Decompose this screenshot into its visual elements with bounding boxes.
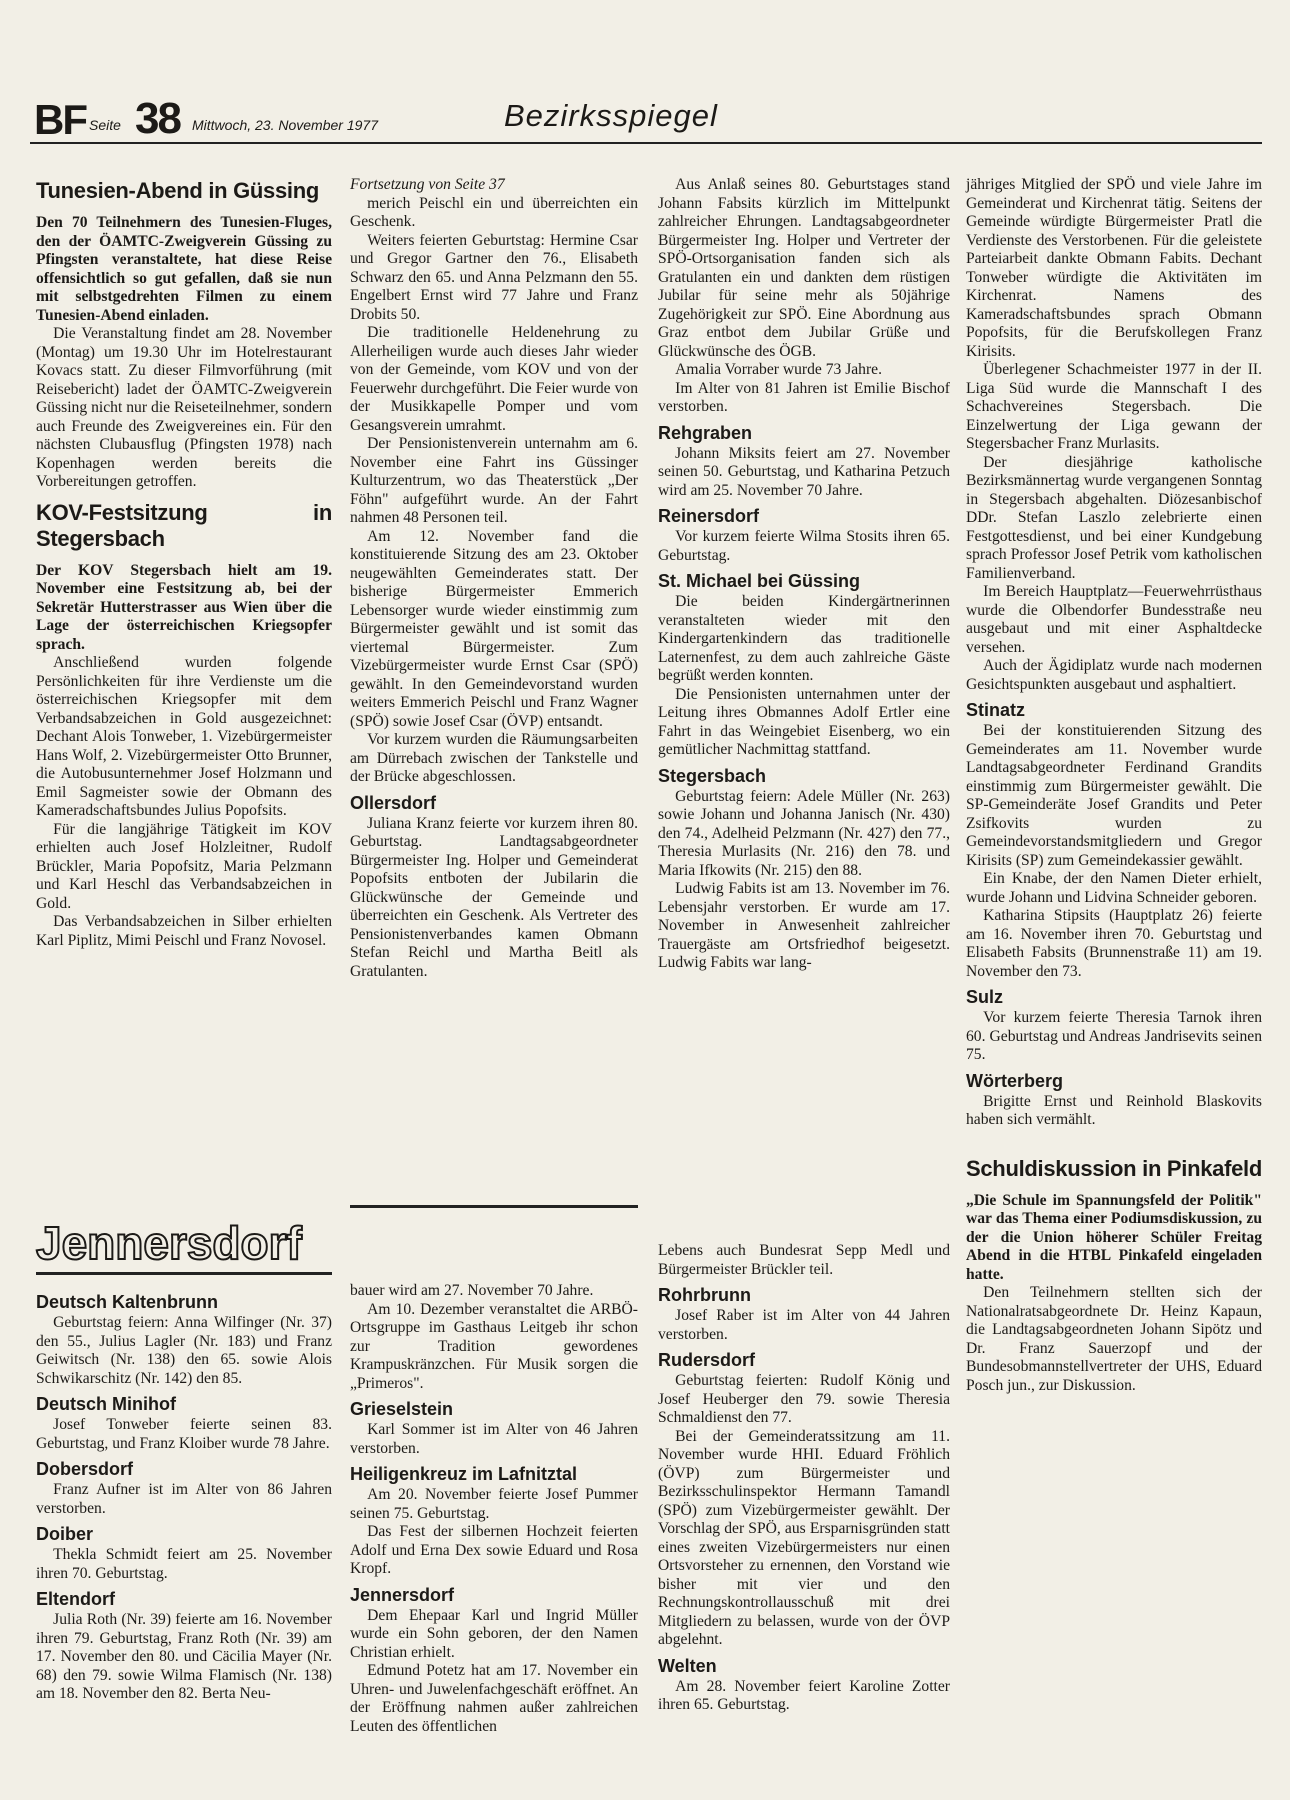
place-heading: Sulz [966, 987, 1004, 1007]
article-paragraph: Im Bereich Hauptplatz—Feuerwehrrüsthaus wurde die Olbendorfer Bundesstraße neu ausgebaut und mit einer Asphaltdecke versehen. [966, 583, 1262, 656]
article-paragraph: Aus Anlaß seines 80. Geburtstages stand Johann Fabsits kürzlich im Mittelpunkt zahlreicher Ehrungen. Landtagsabgeordneter Bürgermeister Ing. Holper und Vertreter der SPÖ-Ortsorganisation fanden sich als Gratulanten ein und dankten dem rüstigen Jubilar für seine mehr als 50jährige Zugehörigkeit zur SPÖ. Eine Abordnung aus Graz entbot dem Jubilar Grüße und Glückwünsche des ÖGB. [658, 176, 950, 360]
place-heading: Grieselstein [350, 1399, 454, 1419]
place-heading: Rudersdorf [658, 1350, 756, 1370]
article-paragraph: Den Teilnehmern stellten sich der Nationalratsabgeordnete Dr. Heinz Kapaun, die Landtagsabgeordneten Johann Sipötz und Dr. Franz Sauerzopf und der Bundesobmannstellvertreter der UHS, Eduard Posch jun., zur Diskussion. [966, 1284, 1262, 1394]
article-paragraph: Anschließend wurden folgende Persönlichkeiten für ihre Verdienste um die österreichischen Kriegsopfer mit dem Verbandsabzeichen in Gold ausgezeichnet: Dechant Alois Tonweber, 1. Vizebürgermeister Hans Wolf, 2. Vizebürgermeister Otto Brunner, die Autobusunternehmer Josef Holzmann und Emil Sagmeister sowie der Obmann des Kameradschaftsbundes Julius Popofsits. [36, 654, 332, 819]
article-paragraph: bauer wird am 27. November 70 Jahre. [350, 1282, 594, 1299]
place-heading: Rohrbrunn [658, 1285, 751, 1305]
article-paragraph: Der Pensionistenverein unternahm am 6. November eine Fahrt ins Güssinger Kulturzentrum, wo das Theaterstück „Der Föhn" aufgeführt wurde. An der Fahrt nahmen 48 Personen teil. [350, 435, 638, 526]
article-paragraph: Ein Knabe, der den Namen Dieter erhielt, wurde Johann und Lidvina Schneider geboren. [966, 870, 1262, 906]
section-rule [36, 1272, 332, 1275]
article-paragraph: Die Pensionisten unternahmen unter der Leitung ihres Obmannes Adolf Ertler eine Fahrt in das Weingebiet Eisenberg, wo ein gemütlicher Nachmittag stattfand. [658, 685, 950, 758]
article-paragraph: Geburtstag feiern: Adele Müller (Nr. 263) sowie Johann und Johanna Janisch (Nr. 430) den 74., Adelheid Pelzmann (Nr. 427) den 77., Theresia Murlasits (Nr. 216) den 78. und Maria Ifkowits (Nr. 215) den 88. [658, 787, 950, 879]
article-paragraph: jähriges Mitglied der SPÖ und viele Jahre im Gemeinderat und Kirchenrat tätig. Seitens der Gemeinde würdigte Bürgermeister Pratl die Verdienste des Verstorbenen. Für die geleistete Parteiarbeit dankte Obmann Fabits. Dechant Tonweber würdigte die Aktivitäten im Kirchenrat. Namens des Kameradschaftsbundes sprach Obmann Popofsits, für die Berufskollegen Franz Kirisits. [966, 176, 1262, 360]
article-paragraph: Im Alter von 81 Jahren ist Emilie Bischof verstorben. [658, 379, 950, 415]
page-header [34, 92, 1264, 142]
article-paragraph: Julia Roth (Nr. 39) feierte am 16. November ihren 79. Geburtstag, Franz Roth (Nr. 39) am 17. November den 80. und Cäcilia Mayer (Nr. 68) den 79. sowie Wilma Flamisch (Nr. 138) am 18. November den 82. Berta Neu- [36, 1611, 332, 1702]
article-paragraph: Karl Sommer ist im Alter von 46 Jahren verstorben. [350, 1421, 638, 1457]
column-4 [966, 176, 1262, 1395]
column-2 [350, 176, 638, 981]
article-paragraph: merich Peischl ein und überreichten ein Geschenk. [350, 194, 638, 230]
place-heading: Eltendorf [36, 1589, 115, 1609]
article-paragraph: Geburtstag feierten: Rudolf König und Josef Heuberger den 79. sowie Theresia Schmaldienst den 77. [658, 1372, 950, 1426]
place-heading: St. Michael bei Güssing [658, 571, 861, 591]
place-heading: Dobersdorf [36, 1459, 134, 1479]
article-paragraph: Die traditionelle Heldenehrung zu Allerheiligen wurde auch dieses Jahr wieder von der Gemeinde, vom KOV und von der Feuerwehr durchgeführt. Die Feier wurde von der Musikkapelle Pomper und vom Gesangsverein umrahmt. [350, 324, 638, 434]
article-paragraph: Josef Raber ist im Alter von 44 Jahren verstorben. [658, 1307, 950, 1343]
article-paragraph: Lebens auch Bundesrat Sepp Medl und Bürgermeister Brückler teil. [658, 1242, 950, 1278]
section-rule [350, 1205, 638, 1208]
article-paragraph: Katharina Stipsits (Hauptplatz 26) feierte am 16. November ihren 70. Geburtstag und Elisabeth Fabsits (Brunnenstraße 11) am 19. November den 73. [966, 907, 1262, 980]
place-heading: Deutsch Kaltenbrunn [36, 1292, 219, 1312]
article-paragraph: Franz Aufner ist im Alter von 86 Jahren verstorben. [36, 1481, 332, 1517]
article-paragraph: Vor kurzem feierte Theresia Tarnok ihren 60. Geburtstag und Andreas Jandrisevits seinen 75. [966, 1009, 1262, 1063]
headline-kov: KOV-Festsitzung in Stegersbach [36, 499, 332, 551]
headline-schuldiskussion: Schuldiskussion in Pinkafeld [966, 1155, 1263, 1181]
continuation-note: Fortsetzung von Seite 37 [350, 176, 505, 193]
place-heading: Stegersbach [658, 765, 767, 786]
article-paragraph: Weiters feierten Geburtstag: Hermine Csar und Gregor Gartner den 76., Elisabeth Schwarz den 65. und Anna Pelzmann den 55. Engelbert Ernst wird 77 Jahre und Franz Drobits 50. [350, 231, 638, 323]
article-paragraph: Amalia Vorraber wurde 73 Jahre. [675, 361, 882, 378]
place-heading: Wörterberg [966, 1070, 1064, 1091]
article-paragraph: Das Fest der silbernen Hochzeit feierten Adolf und Erna Dex sowie Eduard und Rosa Kropf. [350, 1523, 638, 1577]
page-number: 38 [135, 94, 180, 143]
article-paragraph: Am 28. November feiert Karoline Zotter ihren 65. Geburtstag. [658, 1677, 950, 1713]
article-paragraph: Johann Miksits feiert am 27. November seinen 50. Geburtstag, und Katharina Petzuch wird am 25. November 70 Jahre. [658, 444, 950, 499]
jennersdorf-column-2 [350, 1282, 638, 1736]
lead-paragraph: „Die Schule im Spannungsfeld der Politik" war das Thema einer Podiumsdiskussion, zu der die Union höherer Schüler Freitag Abend in die HTBL Pinkafeld eingeladen hatte. [966, 1191, 1262, 1283]
jennersdorf-column-3 [658, 1242, 950, 1715]
column-1 [36, 176, 332, 950]
article-paragraph: Überlegener Schachmeister 1977 in der II. Liga Süd wurde die Mannschaft I des Schachvereines Stegersbach. Die Einzelwertung der Liga gewann der Stegersbacher Franz Murlasits. [966, 361, 1262, 452]
lead-paragraph: Der KOV Stegersbach hielt am 19. November eine Festsitzung ab, bei der Sekretär Hutterstrasser aus Wien über die Lage der österreichischen Kriegsopfer sprach. [36, 561, 332, 653]
article-paragraph: Vor kurzem wurden die Räumungsarbeiten am Dürrebach zwischen der Tankstelle und der Brücke abgeschlossen. [350, 731, 638, 785]
article-paragraph: Juliana Kranz feierte vor kurzem ihren 80. Geburtstag. Landtagsabgeordneter Bürgermeister Ing. Holper und Gemeinderat Popofsits entboten der Jubilarin die Glückwünsche der Gemeinde und überreichten ein Geschenk. Als Vertreter des Pensionistenverbandes kamen Obmann Stefan Reichl und Martha Beitl als Gratulanten. [350, 814, 638, 980]
article-paragraph: Am 20. November feierte Josef Pummer seinen 75. Geburtstag. [350, 1486, 638, 1522]
place-heading: Rehgraben [658, 422, 753, 443]
headline-tunesien: Tunesien-Abend in Güssing [36, 178, 319, 203]
newspaper-brand: BF [34, 96, 86, 143]
page-label: Seite [89, 117, 121, 133]
article-paragraph: Dem Ehepaar Karl und Ingrid Müller wurde ein Sohn geboren, der den Namen Christian erhielt. [350, 1606, 638, 1661]
article-paragraph: Ludwig Fabits ist am 13. November im 76. Lebensjahr verstorben. Er wurde am 17. November in Anwesenheit zahlreicher Trauergäste am Ortsfriedhof beigesetzt. Ludwig Fabits war lang- [658, 880, 950, 971]
article-paragraph: Das Verbandsabzeichen in Silber erhielten Karl Piplitz, Mimi Peischl und Franz Novosel. [36, 913, 332, 949]
article-paragraph: Für die langjährige Tätigkeit im KOV erhielten auch Josef Holzleitner, Rudolf Brückler, Maria Popofsitz, Maria Pelzmann und Karl Heschl das Verbandsabzeichen in Gold. [36, 820, 332, 912]
article-paragraph: Brigitte Ernst und Reinhold Blaskovits haben sich vermählt. [966, 1092, 1262, 1128]
article-paragraph: Die beiden Kindergärtnerinnen veranstalteten wieder mit den Kindergartenkindern das traditionelle Laternenfest, zu dem auch zahlreiche Gäste begrüßt werden konnten. [658, 593, 950, 684]
column-3 [658, 176, 950, 973]
place-heading: Welten [658, 1655, 717, 1676]
lead-paragraph: Den 70 Teilnehmern des Tunesien-Fluges, den der ÖAMTC-Zweigverein Güssing zu Pfingsten veranstaltete, hat diese Reise offensichtlich so gut gefallen, daß sie nun mit selbstgedrehten Filmen zu einem Tunesien-Abend einladen. [36, 214, 332, 324]
place-heading: Reinersdorf [658, 506, 760, 526]
article-paragraph: Die Veranstaltung findet am 28. November (Montag) um 19.30 Uhr im Hotelrestaurant Kovacs statt. Zu dieser Filmvorführung (mit Reisebericht) ladet der ÖAMTC-Zweigverein Güssing nicht nur die Reiseteilnehmer, sondern auch Freunde des Zweigvereines ein. Für den nächsten Clubausflug (Pfingsten 1978) nach Kopenhagen werden bereits die Vorbereitungen getroffen. [36, 325, 332, 490]
place-heading: Doiber [36, 1524, 94, 1544]
place-heading: Stinatz [966, 700, 1026, 720]
district-banner: Jennersdorf [36, 1217, 302, 1269]
header-rule [30, 142, 1262, 144]
article-paragraph: Der diesjährige katholische Bezirksmännertag wurde vergangenen Sonntag in Stegersbach abgehalten. Diözesanbischof DDr. Stefan Laszlo zelebrierte einen Festgottesdienst, und bei einer Kundgebung sprach Professor Josef Petrik vom katholischen Familienverband. [966, 453, 1262, 582]
article-paragraph: Thekla Schmidt feiert am 25. November ihren 70. Geburtstag. [36, 1546, 332, 1582]
issue-date: Mittwoch, 23. November 1977 [192, 117, 378, 133]
jennersdorf-column-1 [36, 1286, 332, 1704]
article-paragraph: Am 12. November fand die konstituierende Sitzung des am 23. Oktober neugewählten Gemeinderates statt. Der bisherige Bürgermeister Emmerich Lebensorger wurde wieder einstimmig zum Bürgermeister gewählt und ist somit das viertemal Bürgermeister. Zum Vizebürgermeister wurde Ernst Csar (SPÖ) gewählt. In den Gemeindevorstand wurden weiters Emmerich Peischl und Franz Wagner (SPÖ) sowie Josef Csar (ÖVP) entsandt. [350, 527, 638, 730]
article-paragraph: Bei der Gemeinderatssitzung am 11. November wurde HHI. Eduard Fröhlich (ÖVP) zum Bürgermeister und Bezirksschulinspektor Hermann Tamandl (SPÖ) zum Vizebürgermeister gewählt. Der Vorschlag der SPÖ, aus Ersparnisgründen statt eines zweiten Vizebürgermeisters nur einen Ortsvorsteher zu ernennen, den Vorstand wie bisher mit vier und den Rechnungskontrollausschuß mit drei Mitgliedern zu belassen, wurde von der ÖVP abgelehnt. [658, 1427, 950, 1648]
place-heading: Heiligenkreuz im Lafnitztal [350, 1464, 578, 1484]
article-paragraph: Edmund Potetz hat am 17. November ein Uhren- und Juwelenfachgeschäft eröffnet. An der Eröffnung nahmen außer zahlreichen Leuten des öffentlichen [350, 1662, 638, 1735]
place-heading: Deutsch Minihof [36, 1394, 176, 1414]
article-paragraph: Vor kurzem feierte Wilma Stosits ihren 65. Geburtstag. [658, 528, 950, 564]
place-heading: Jennersdorf [350, 1584, 455, 1605]
article-paragraph: Bei der konstituierenden Sitzung des Gemeinderates am 11. November wurde Landtagsabgeordneter Ferdinand Grandits einstimmig zum Bürgermeister gewählt. Die SP-Gemeinderäte Josef Grandits und Peter Zsifkovits wurden zu Gemeindevorstandsmitgliedern und Gregor Kirisits (SP) zum Gemeindekassier gewählt. [966, 722, 1262, 869]
section-title: Bezirksspiegel [504, 98, 718, 133]
article-paragraph: Josef Tonweber feierte seinen 83. Geburtstag, und Franz Kloiber wurde 78 Jahre. [36, 1416, 332, 1452]
place-heading: Ollersdorf [350, 792, 437, 813]
article-paragraph: Am 10. Dezember veranstaltet die ARBÖ-Ortsgruppe im Gasthaus Leitgeb ihr schon zur Tradition gewordenes Krampuskränzchen. Für Musik sorgen die „Primeros". [350, 1300, 638, 1392]
article-paragraph: Auch der Ägidiplatz wurde nach modernen Gesichtspunkten ausgebaut und asphaltiert. [966, 657, 1262, 693]
article-paragraph: Geburtstag feiern: Anna Wilfinger (Nr. 37) den 55., Julius Lagler (Nr. 183) und Franz Geiwitsch (Nr. 138) den 65. sowie Alois Schwikarschitz (Nr. 142) den 85. [36, 1314, 332, 1387]
